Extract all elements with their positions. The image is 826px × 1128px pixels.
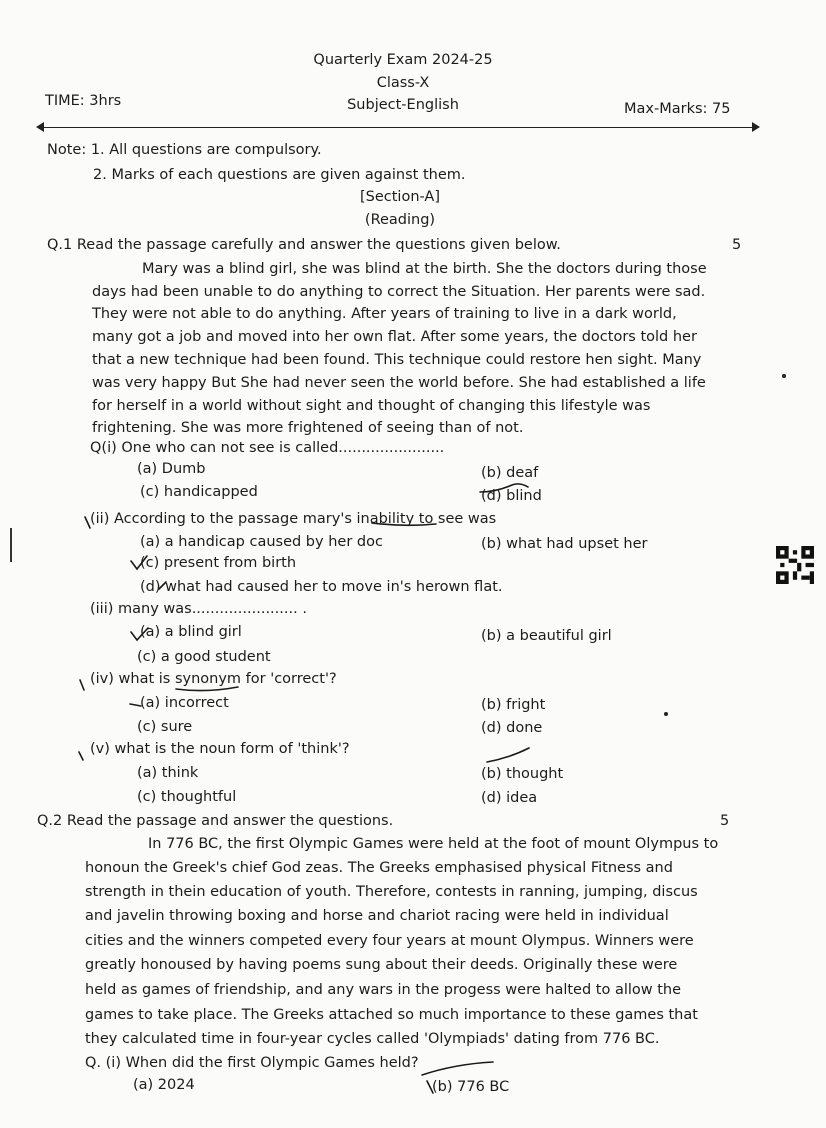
q1-iii-question: (iii) many was....................... . xyxy=(90,601,307,617)
option-b: (b) thought xyxy=(481,766,564,782)
option-a: (a) Dumb xyxy=(137,461,206,477)
passage-line: greatly honoused by having poems sung about their deeds. Originally these were xyxy=(85,957,678,973)
rule-arrow-right xyxy=(752,122,760,132)
passage-line: honoun the Greek's chief God zeas. The Greeks emphasised physical Fitness and xyxy=(85,860,673,876)
section-subtitle: (Reading) xyxy=(364,212,436,228)
q2-i-question: Q. (i) When did the first Olympic Games held? xyxy=(85,1055,419,1071)
header-divider xyxy=(40,127,754,128)
q1-iv-question: (iv) what is synonym for 'correct'? xyxy=(90,671,337,687)
option-b: (b) what had upset her xyxy=(481,536,648,552)
passage-line: They were not able to do anything. After years of training to live in a dark world, xyxy=(92,306,677,322)
q1-marks: 5 xyxy=(732,237,742,253)
option-c: (c) sure xyxy=(137,719,193,735)
exam-title: Quarterly Exam 2024-25 xyxy=(313,52,493,68)
passage-line: Mary was a blind girl, she was blind at the birth. She the doctors during those xyxy=(142,261,707,277)
option-d: (d) blind xyxy=(481,488,542,504)
passage-line: cities and the winners competed every four years at mount Olympus. Winners were xyxy=(85,933,694,949)
q2-marks: 5 xyxy=(720,813,730,829)
option-a: (a) a blind girl xyxy=(140,624,242,640)
pen-mark xyxy=(80,680,84,690)
q2-heading: Q.2 Read the passage and answer the questions. xyxy=(37,813,394,829)
option-a: (a) incorrect xyxy=(140,695,229,711)
q1-heading: Q.1 Read the passage carefully and answer the questions given below. xyxy=(47,237,561,253)
option-d: (d) done xyxy=(481,720,543,736)
qr-code-icon xyxy=(776,546,814,584)
passage-line: In 776 BC, the first Olympic Games were held at the foot of mount Olympus to xyxy=(148,836,719,852)
passage-line: they calculated time in four-year cycles called 'Olympiads' dating from 776 BC. xyxy=(85,1031,660,1047)
class-label: Class-X xyxy=(376,75,430,91)
option-c: (c) handicapped xyxy=(140,484,258,500)
passage-line: strength in thein education of youth. Therefore, contests in ranning, jumping, discus xyxy=(85,884,698,900)
passage-line: frightening. She was more frightened of seeing than of not. xyxy=(92,420,524,436)
note-2: 2. Marks of each questions are given against them. xyxy=(93,167,466,183)
margin-mark xyxy=(10,528,12,562)
option-c: (c) present from birth xyxy=(140,555,297,571)
option-c: (c) a good student xyxy=(137,649,271,665)
tick-mark xyxy=(487,748,529,762)
option-d: (d) what had caused her to move in's herown flat. xyxy=(140,579,503,595)
q1-ii-question: (ii) According to the passage mary's inability to see was xyxy=(90,511,497,527)
passage-line: days had been unable to do anything to correct the Situation. Her parents were sad. xyxy=(92,284,706,300)
passage-line: that a new technique had been found. This technique could restore hen sight. Many xyxy=(92,352,702,368)
option-d: (d) idea xyxy=(481,790,538,806)
passage-line: many got a job and moved into her own flat. After some years, the doctors told her xyxy=(92,329,697,345)
q1-i-question: Q(i) One who can not see is called....................... xyxy=(90,440,445,456)
pen-mark xyxy=(79,752,83,760)
passage-line: for herself in a world without sight and thought of changing this lifestyle was xyxy=(92,398,651,414)
stray-dot xyxy=(664,712,668,716)
section-title: [Section-A] xyxy=(359,189,441,205)
option-b: (b) deaf xyxy=(481,465,539,481)
max-marks: Max-Marks: 75 xyxy=(624,101,731,117)
passage-line: and javelin throwing boxing and horse and chariot racing were held in individual xyxy=(85,908,669,924)
passage-line: games to take place. The Greeks attached so much importance to these games that xyxy=(85,1007,698,1023)
option-a: (a) a handicap caused by her doc xyxy=(140,534,383,550)
q1-v-question: (v) what is the noun form of 'think'? xyxy=(90,741,350,757)
option-b: (b) 776 BC xyxy=(432,1079,510,1095)
underline-mark xyxy=(176,687,238,691)
note-1: Note: 1. All questions are compulsory. xyxy=(47,142,322,158)
option-b: (b) a beautiful girl xyxy=(481,628,612,644)
time-label: TIME: 3hrs xyxy=(45,93,122,109)
passage-line: was very happy But She had never seen the world before. She had established a life xyxy=(92,375,706,391)
stray-dot xyxy=(782,374,786,378)
option-a: (a) think xyxy=(137,765,199,781)
option-b: (b) fright xyxy=(481,697,546,713)
passage-line: held as games of friendship, and any wars in the progess were halted to allow the xyxy=(85,982,682,998)
tick-mark xyxy=(422,1062,493,1075)
option-a: (a) 2024 xyxy=(133,1077,195,1093)
option-c: (c) thoughtful xyxy=(137,789,237,805)
subject-label: Subject-English xyxy=(347,97,459,113)
